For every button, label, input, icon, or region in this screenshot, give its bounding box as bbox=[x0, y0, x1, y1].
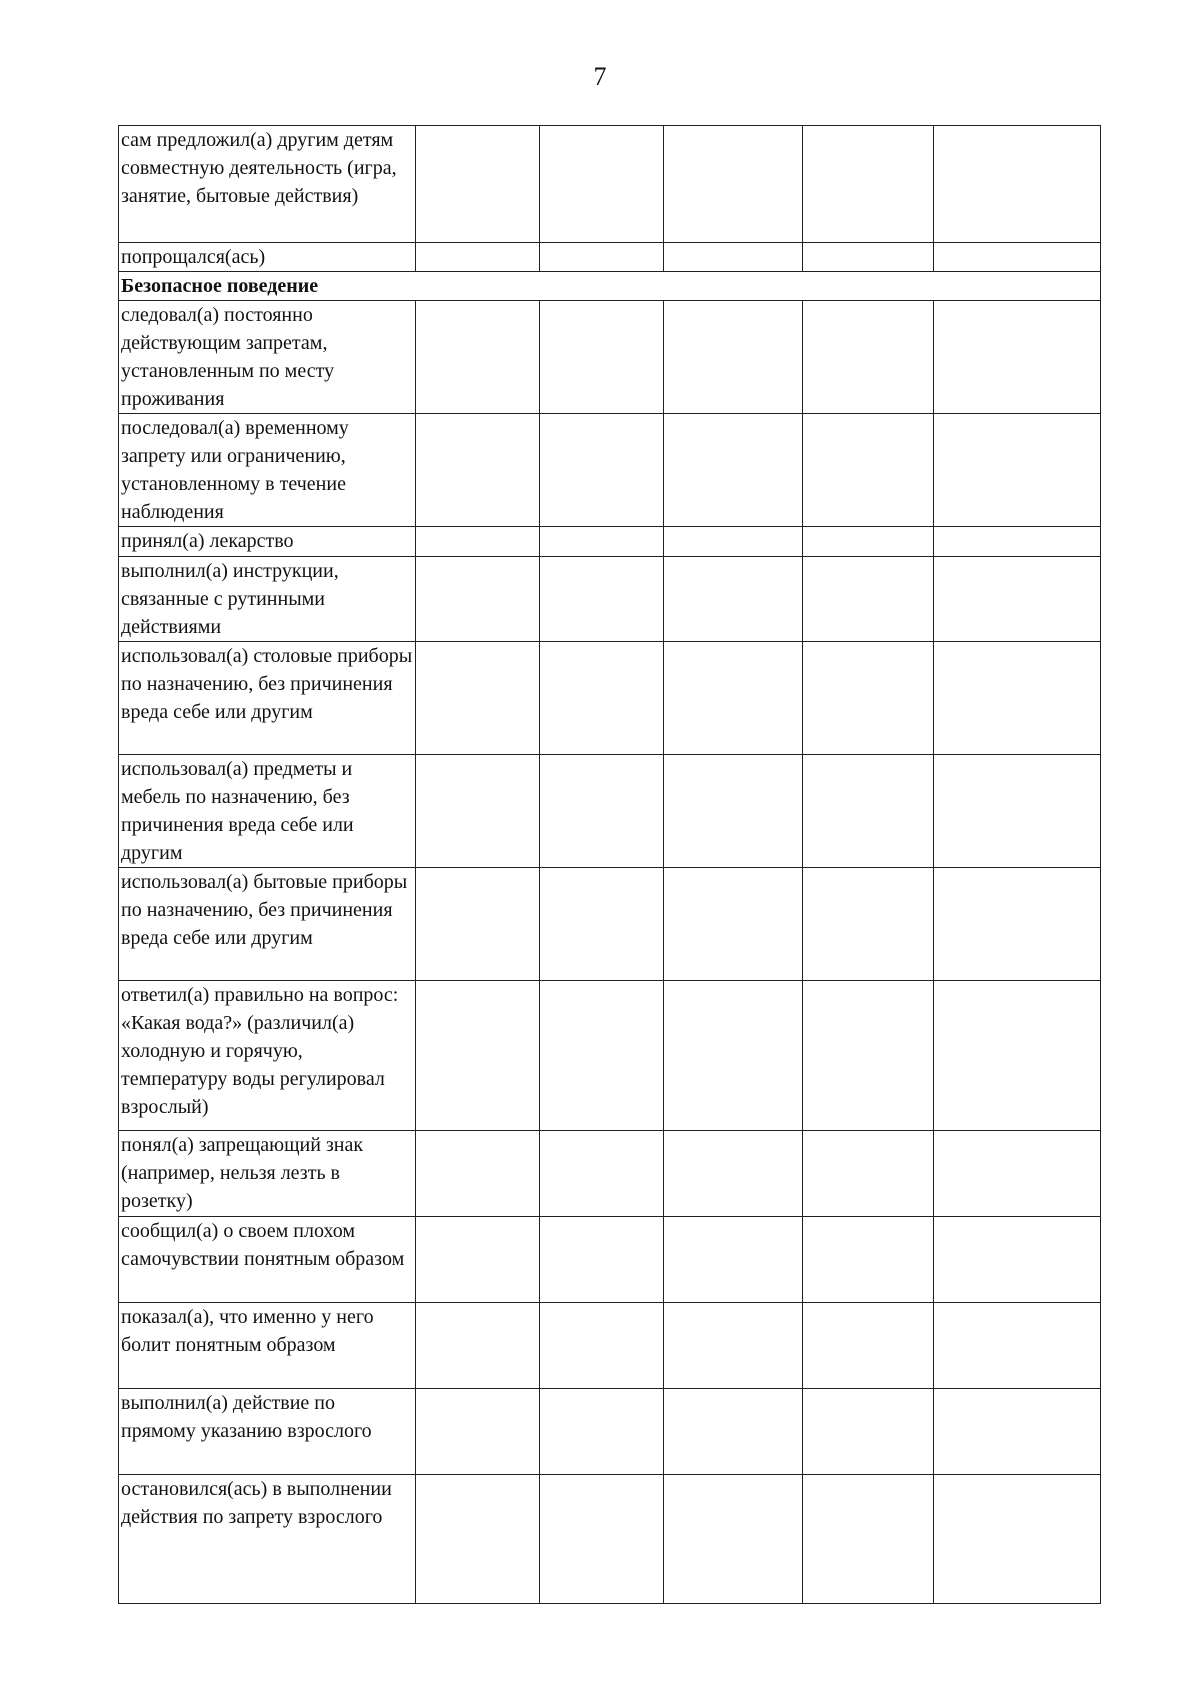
empty-cell bbox=[540, 981, 664, 1131]
empty-cell bbox=[934, 981, 1101, 1131]
empty-cell bbox=[540, 557, 664, 642]
criterion-label: ответил(а) правильно на вопрос: «Какая вода?» (различил(а) холодную и горячую, температуру воды регулировал взрослый) bbox=[119, 981, 416, 1131]
table-row bbox=[119, 557, 1101, 642]
criterion-label: последовал(а) временному запрету или ограничению, установленному в течение наблюдения bbox=[119, 414, 416, 527]
empty-cell bbox=[416, 243, 540, 272]
empty-cell bbox=[803, 301, 934, 414]
empty-cell bbox=[540, 243, 664, 272]
empty-cell bbox=[540, 755, 664, 868]
empty-cell bbox=[803, 126, 934, 243]
table-row bbox=[119, 1475, 1101, 1604]
empty-cell bbox=[934, 1303, 1101, 1389]
empty-cell bbox=[934, 243, 1101, 272]
criterion-label: сам предложил(а) другим детям совместную деятельность (игра, занятие, бытовые действия) bbox=[119, 126, 416, 243]
empty-cell bbox=[803, 642, 934, 755]
empty-cell bbox=[934, 755, 1101, 868]
empty-cell bbox=[934, 1217, 1101, 1303]
empty-cell bbox=[803, 1217, 934, 1303]
empty-cell bbox=[540, 126, 664, 243]
empty-cell bbox=[803, 1303, 934, 1389]
empty-cell bbox=[664, 414, 803, 527]
empty-cell bbox=[664, 243, 803, 272]
empty-cell bbox=[934, 1131, 1101, 1217]
table-row bbox=[119, 755, 1101, 868]
criterion-label: принял(а) лекарство bbox=[119, 527, 416, 557]
empty-cell bbox=[416, 1217, 540, 1303]
empty-cell bbox=[416, 868, 540, 981]
empty-cell bbox=[664, 557, 803, 642]
table-row bbox=[119, 642, 1101, 755]
table-row bbox=[119, 868, 1101, 981]
criterion-label: показал(а), что именно у него болит понятным образом bbox=[119, 1303, 416, 1389]
table-row bbox=[119, 1303, 1101, 1389]
table-row bbox=[119, 1389, 1101, 1475]
empty-cell bbox=[416, 301, 540, 414]
empty-cell bbox=[803, 557, 934, 642]
empty-cell bbox=[540, 1217, 664, 1303]
empty-cell bbox=[540, 868, 664, 981]
empty-cell bbox=[934, 527, 1101, 557]
empty-cell bbox=[664, 1217, 803, 1303]
empty-cell bbox=[934, 414, 1101, 527]
empty-cell bbox=[416, 755, 540, 868]
empty-cell bbox=[540, 527, 664, 557]
empty-cell bbox=[664, 868, 803, 981]
criterion-label: использовал(а) столовые приборы по назначению, без причинения вреда себе или другим bbox=[119, 642, 416, 755]
table-row bbox=[119, 243, 1101, 272]
empty-cell bbox=[664, 642, 803, 755]
empty-cell bbox=[664, 126, 803, 243]
table-row bbox=[119, 126, 1101, 243]
table-row bbox=[119, 1131, 1101, 1217]
criterion-label: выполнил(а) действие по прямому указанию взрослого bbox=[119, 1389, 416, 1475]
empty-cell bbox=[803, 527, 934, 557]
criterion-label: остановился(ась) в выполнении действия по запрету взрослого bbox=[119, 1475, 416, 1604]
empty-cell bbox=[540, 1303, 664, 1389]
empty-cell bbox=[416, 557, 540, 642]
empty-cell bbox=[934, 1389, 1101, 1475]
empty-cell bbox=[416, 527, 540, 557]
table-row bbox=[119, 1217, 1101, 1303]
empty-cell bbox=[664, 1131, 803, 1217]
empty-cell bbox=[803, 1131, 934, 1217]
criterion-label: сообщил(а) о своем плохом самочувствии понятным образом bbox=[119, 1217, 416, 1303]
empty-cell bbox=[416, 1303, 540, 1389]
empty-cell bbox=[540, 301, 664, 414]
empty-cell bbox=[416, 126, 540, 243]
empty-cell bbox=[664, 1303, 803, 1389]
empty-cell bbox=[803, 981, 934, 1131]
empty-cell bbox=[416, 1131, 540, 1217]
empty-cell bbox=[664, 527, 803, 557]
table-row bbox=[119, 301, 1101, 414]
table-row bbox=[119, 414, 1101, 527]
criterion-label: использовал(а) предметы и мебель по назначению, без причинения вреда себе или другим bbox=[119, 755, 416, 868]
criterion-label: следовал(а) постоянно действующим запретам, установленным по месту проживания bbox=[119, 301, 416, 414]
criterion-label: попрощался(ась) bbox=[119, 243, 416, 272]
observation-table-body bbox=[119, 126, 1101, 1604]
empty-cell bbox=[934, 557, 1101, 642]
empty-cell bbox=[934, 1475, 1101, 1604]
empty-cell bbox=[416, 1389, 540, 1475]
section-header-row bbox=[119, 272, 1101, 301]
empty-cell bbox=[540, 414, 664, 527]
empty-cell bbox=[803, 1475, 934, 1604]
empty-cell bbox=[540, 1389, 664, 1475]
empty-cell bbox=[416, 642, 540, 755]
table-row bbox=[119, 981, 1101, 1131]
empty-cell bbox=[934, 126, 1101, 243]
criterion-label: использовал(а) бытовые приборы по назначению, без причинения вреда себе или другим bbox=[119, 868, 416, 981]
empty-cell bbox=[664, 981, 803, 1131]
table-row bbox=[119, 527, 1101, 557]
empty-cell bbox=[934, 642, 1101, 755]
criterion-label: выполнил(а) инструкции, связанные с рутинными действиями bbox=[119, 557, 416, 642]
empty-cell bbox=[664, 1475, 803, 1604]
empty-cell bbox=[803, 755, 934, 868]
empty-cell bbox=[934, 868, 1101, 981]
observation-table bbox=[118, 125, 1101, 1604]
empty-cell bbox=[803, 868, 934, 981]
page-number: 7 bbox=[593, 62, 607, 91]
section-title: Безопасное поведение bbox=[119, 272, 1101, 301]
empty-cell bbox=[664, 301, 803, 414]
empty-cell bbox=[803, 414, 934, 527]
empty-cell bbox=[664, 755, 803, 868]
empty-cell bbox=[803, 243, 934, 272]
empty-cell bbox=[540, 642, 664, 755]
empty-cell bbox=[540, 1131, 664, 1217]
empty-cell bbox=[540, 1475, 664, 1604]
empty-cell bbox=[803, 1389, 934, 1475]
empty-cell bbox=[416, 414, 540, 527]
empty-cell bbox=[664, 1389, 803, 1475]
criterion-label: понял(а) запрещающий знак (например, нельзя лезть в розетку) bbox=[119, 1131, 416, 1217]
empty-cell bbox=[416, 1475, 540, 1604]
empty-cell bbox=[416, 981, 540, 1131]
empty-cell bbox=[934, 301, 1101, 414]
